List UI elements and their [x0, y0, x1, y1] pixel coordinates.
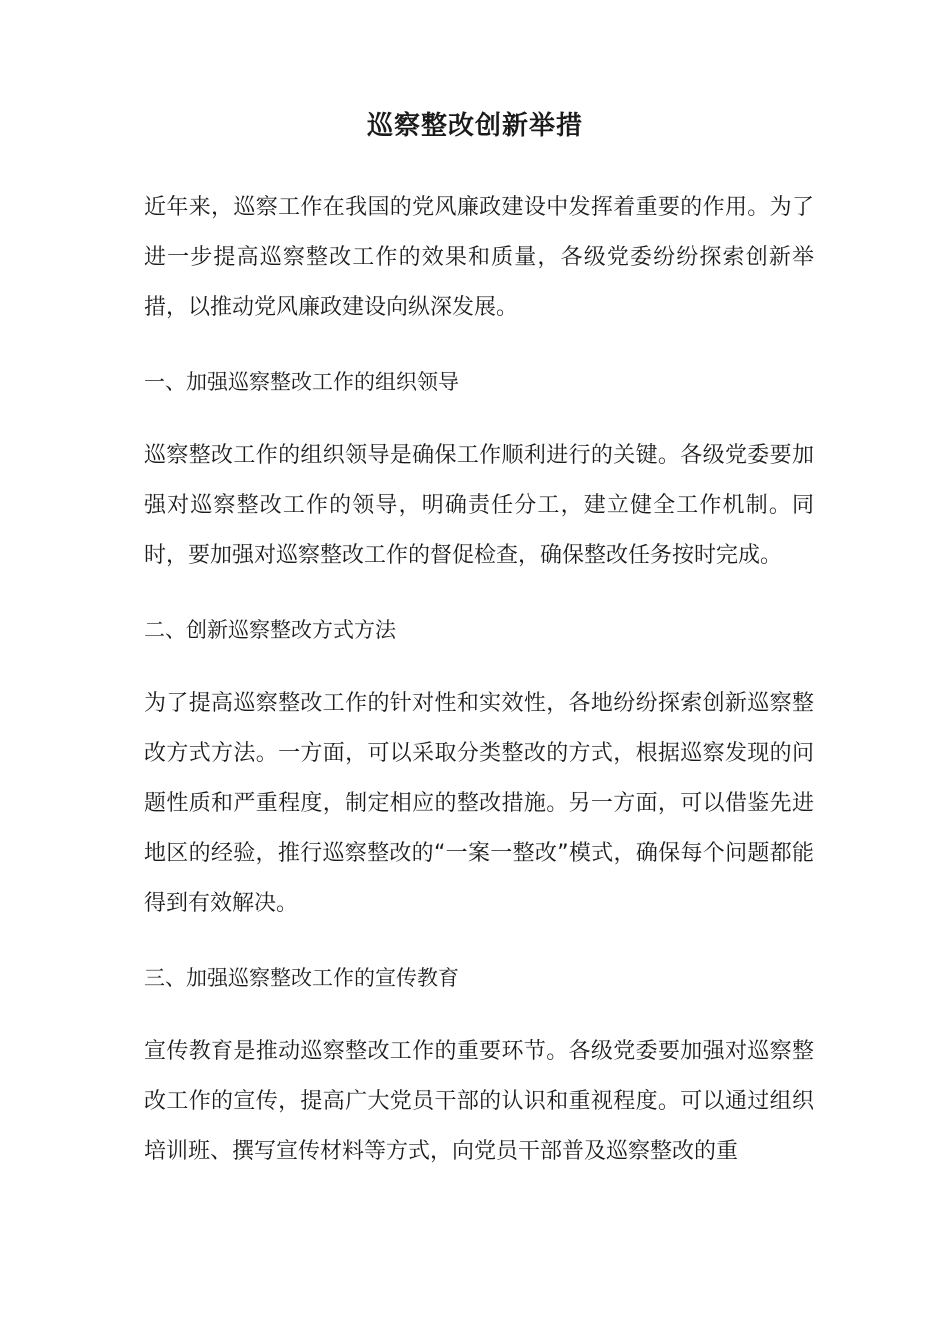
section-heading-1: 一、加强巡察整改工作的组织领导: [144, 370, 459, 394]
section-1-paragraph: 巡察整改工作的组织领导是确保工作顺利进行的关键。各级党委要加强对巡察整改工作的领导，明确责任分工，建立健全工作机制。同时，要加强对巡察整改工作的督促检查，确保整改任务按时完成。: [144, 443, 814, 568]
intro-paragraph: 近年来，巡察工作在我国的党风廉政建设中发挥着重要的作用。为了进一步提高巡察整改工作的效果和质量，各级党委纷纷探索创新举措，以推动党风廉政建设向纵深发展。: [144, 195, 814, 320]
section-heading-3: 三、加强巡察整改工作的宣传教育: [144, 966, 459, 990]
section-3-paragraph: 宣传教育是推动巡察整改工作的重要环节。各级党委要加强对巡察整改工作的宣传，提高广大党员干部的认识和重视程度。可以通过组织培训班、撰写宣传材料等方式，向党员干部普及巡察整改的重: [144, 1039, 814, 1164]
document-title: 巡察整改创新举措: [366, 111, 583, 141]
section-2-paragraph: 为了提高巡察整改工作的针对性和实效性，各地纷纷探索创新巡察整改方式方法。一方面，可以采取分类整改的方式，根据巡察发现的问题性质和严重程度，制定相应的整改措施。另一方面，可以借鉴先进地区的经验，推行巡察整改的“一案一整改”模式，确保每个问题都能得到有效解决。: [144, 691, 814, 916]
section-heading-2: 二、创新巡察整改方式方法: [144, 618, 396, 642]
document-body: [144, 183, 814, 1177]
